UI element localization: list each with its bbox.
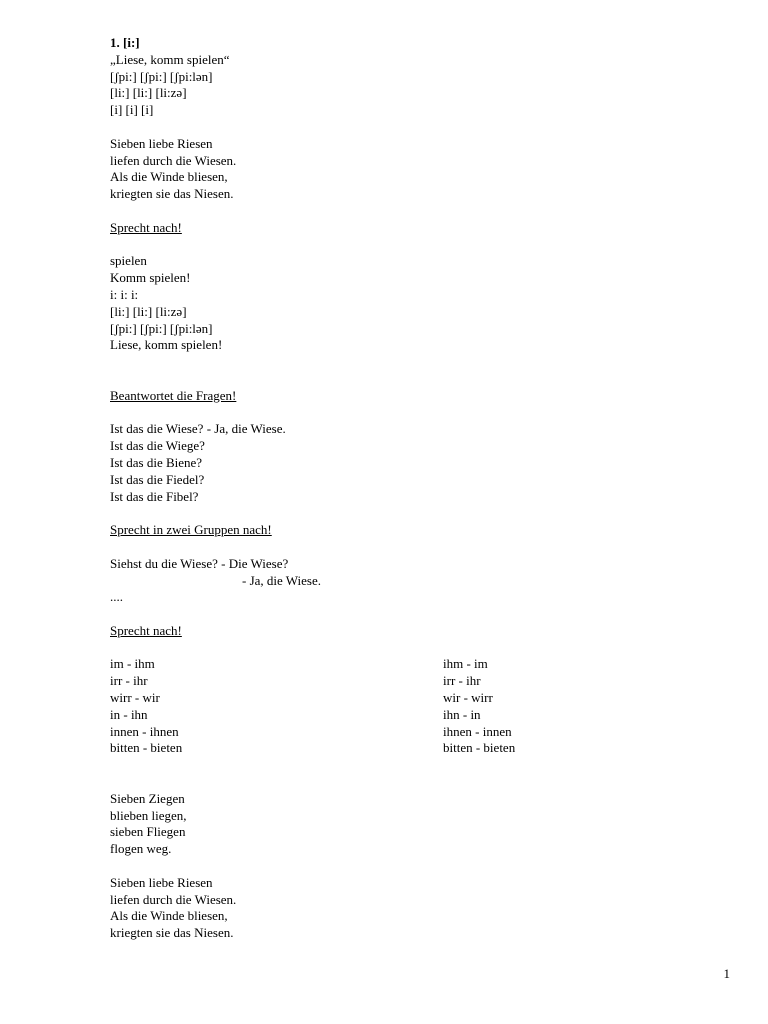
section-heading: Sprecht nach! <box>110 219 182 235</box>
question-list <box>110 421 730 505</box>
exercise-line: spielen <box>110 253 147 269</box>
poem-line: Sieben liebe Riesen <box>110 135 213 151</box>
word-pairs-right <box>443 656 723 757</box>
lesson-title: 1. [i:] <box>110 35 140 50</box>
exercise-lines <box>110 253 730 354</box>
exercise-line: Komm spielen! <box>110 270 191 286</box>
word-pair: irr - ihr <box>443 673 481 689</box>
word-pair: ihn - in <box>443 706 481 722</box>
poem-riesen <box>110 136 730 203</box>
question-line: Ist das die Wiege? <box>110 438 205 454</box>
poem-line: Sieben liebe Riesen <box>110 874 213 890</box>
spacer <box>110 640 730 657</box>
exercise-line: [ʃpi:] [ʃpi:] [ʃpi:lən] <box>110 320 213 336</box>
word-pair: ihm - im <box>443 656 488 672</box>
phonetic-line: [li:] [li:] [li:zə] <box>110 85 187 101</box>
phonetic-line: [i] [i] [i] <box>110 102 154 118</box>
exercise-line: Liese, komm spielen! <box>110 337 223 353</box>
spacer <box>110 119 730 136</box>
spacer <box>110 354 730 388</box>
spacer <box>110 505 730 522</box>
section-heading: Beantwortet die Fragen! <box>110 387 237 403</box>
poem-line: kriegten sie das Niesen. <box>110 186 234 202</box>
dialog-answer: - Ja, die Wiese. <box>242 572 322 588</box>
word-pair: wirr - wir <box>110 690 160 706</box>
question-line: Ist das die Biene? <box>110 454 203 470</box>
poem-line: Sieben Ziegen <box>110 790 185 806</box>
word-pair: ihnen - innen <box>443 723 512 739</box>
spacer <box>110 203 730 220</box>
spacer <box>110 237 730 254</box>
lesson-subtitle: „Liese, komm spielen“ <box>110 51 230 67</box>
word-pairs <box>110 656 730 757</box>
spacer <box>110 539 730 556</box>
spacer <box>110 757 730 791</box>
question-line: Ist das die Wiese? - Ja, die Wiese. <box>110 421 286 437</box>
poem-line: liefen durch die Wiesen. <box>110 891 237 907</box>
word-pair: bitten - bieten <box>110 740 183 756</box>
word-pair: wir - wirr <box>443 690 493 706</box>
poem-line: Als die Winde bliesen, <box>110 908 228 924</box>
poem-line: blieben liegen, <box>110 807 187 823</box>
page-number: 1 <box>723 966 730 981</box>
word-pair: innen - ihnen <box>110 723 179 739</box>
exercise-line: i: i: i: <box>110 286 139 302</box>
poem-riesen-repeat <box>110 875 730 942</box>
poem-line: Als die Winde bliesen, <box>110 169 228 185</box>
spacer <box>110 606 730 623</box>
spacer <box>110 858 730 875</box>
word-pair: irr - ihr <box>110 673 148 689</box>
document-page <box>110 35 730 942</box>
question-line: Ist das die Fibel? <box>110 488 199 504</box>
section-heading: Sprecht in zwei Gruppen nach! <box>110 522 272 538</box>
section-heading: Sprecht nach! <box>110 622 182 638</box>
phonetic-line: [ʃpi:] [ʃpi:] [ʃpi:lən] <box>110 68 213 84</box>
dialog-ellipsis: .... <box>110 589 123 605</box>
poem-ziegen <box>110 791 730 858</box>
word-pairs-left <box>110 656 443 757</box>
word-pair: in - ihn <box>110 706 148 722</box>
poem-line: flogen weg. <box>110 841 172 857</box>
spacer <box>110 405 730 422</box>
exercise-line: [li:] [li:] [li:zə] <box>110 303 187 319</box>
dialog-question: Siehst du die Wiese? - Die Wiese? <box>110 555 289 571</box>
poem-line: kriegten sie das Niesen. <box>110 925 234 941</box>
word-pair: bitten - bieten <box>443 740 516 756</box>
poem-line: sieben Fliegen <box>110 824 186 840</box>
word-pair: im - ihm <box>110 656 155 672</box>
question-line: Ist das die Fiedel? <box>110 471 205 487</box>
poem-line: liefen durch die Wiesen. <box>110 152 237 168</box>
